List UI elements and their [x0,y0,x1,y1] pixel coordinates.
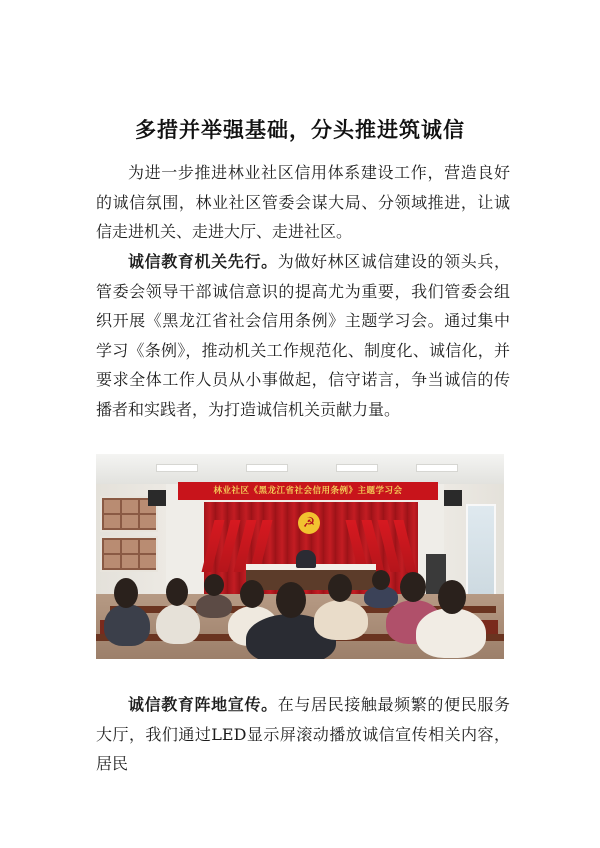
loudspeaker [148,490,166,506]
attendee-head [438,580,466,614]
banner-text: 林业社区《黑龙江省社会信用条例》主题学习会 [213,486,403,496]
ceiling-light [416,464,458,472]
paragraph-outreach [96,690,510,779]
attendee [416,608,486,658]
meeting-photo [96,454,504,659]
attendee-head [372,570,390,590]
attendee-head [328,574,352,602]
podium-table [246,570,376,590]
attendee-head [276,582,306,618]
attendee [104,604,150,646]
paragraph-agency-text: 为做好林区诚信建设的领头兵，管委会领导干部诚信意识的提高尤为重要，我们管委会组织开展《黑龙江省社会信用条例》主题学习会。通过集中学习《条例》，推动机关工作规范化、制度化、诚信化，并要求全体工作人员从小事做起，信守诺言，争当诚信的传播者和实践者，为打造诚信机关贡献力量。 [96,252,510,419]
presenter [296,550,316,568]
photo-ceiling [96,454,504,484]
ceiling-light [336,464,378,472]
paragraph-intro-text: 为进一步推进林业社区信用体系建设工作，营造良好的诚信氛围，林业社区管委会谋大局、分领域推进，让诚信走进机关、走进大厅、走进社区。 [96,163,510,241]
document-title: 多措并举强基础，分头推进筑诚信 [135,117,465,142]
paragraph-agency [96,247,510,424]
hammer-sickle-icon: ☭ [302,515,316,531]
attendee [196,594,232,618]
attendee-head [204,574,224,596]
wall-display-board [100,536,158,572]
paragraph-outreach-text: 在与居民接触最频繁的便民服务大厅，我们通过LED显示屏滚动播放诚信宣传相关内容，居民 [96,695,510,773]
attendee-head [166,578,188,606]
attendee-head [240,580,264,608]
ceiling-light [246,464,288,472]
paragraph-intro [96,158,510,247]
attendee-head [400,572,426,602]
attendee [156,604,200,644]
attendee-head [114,578,138,608]
ceiling-light [156,464,198,472]
paragraph-agency-lead: 诚信教育机关先行。 [128,252,278,271]
paragraph-outreach-lead: 诚信教育阵地宣传。 [128,695,278,714]
attendee [314,600,368,640]
loudspeaker [444,490,462,506]
